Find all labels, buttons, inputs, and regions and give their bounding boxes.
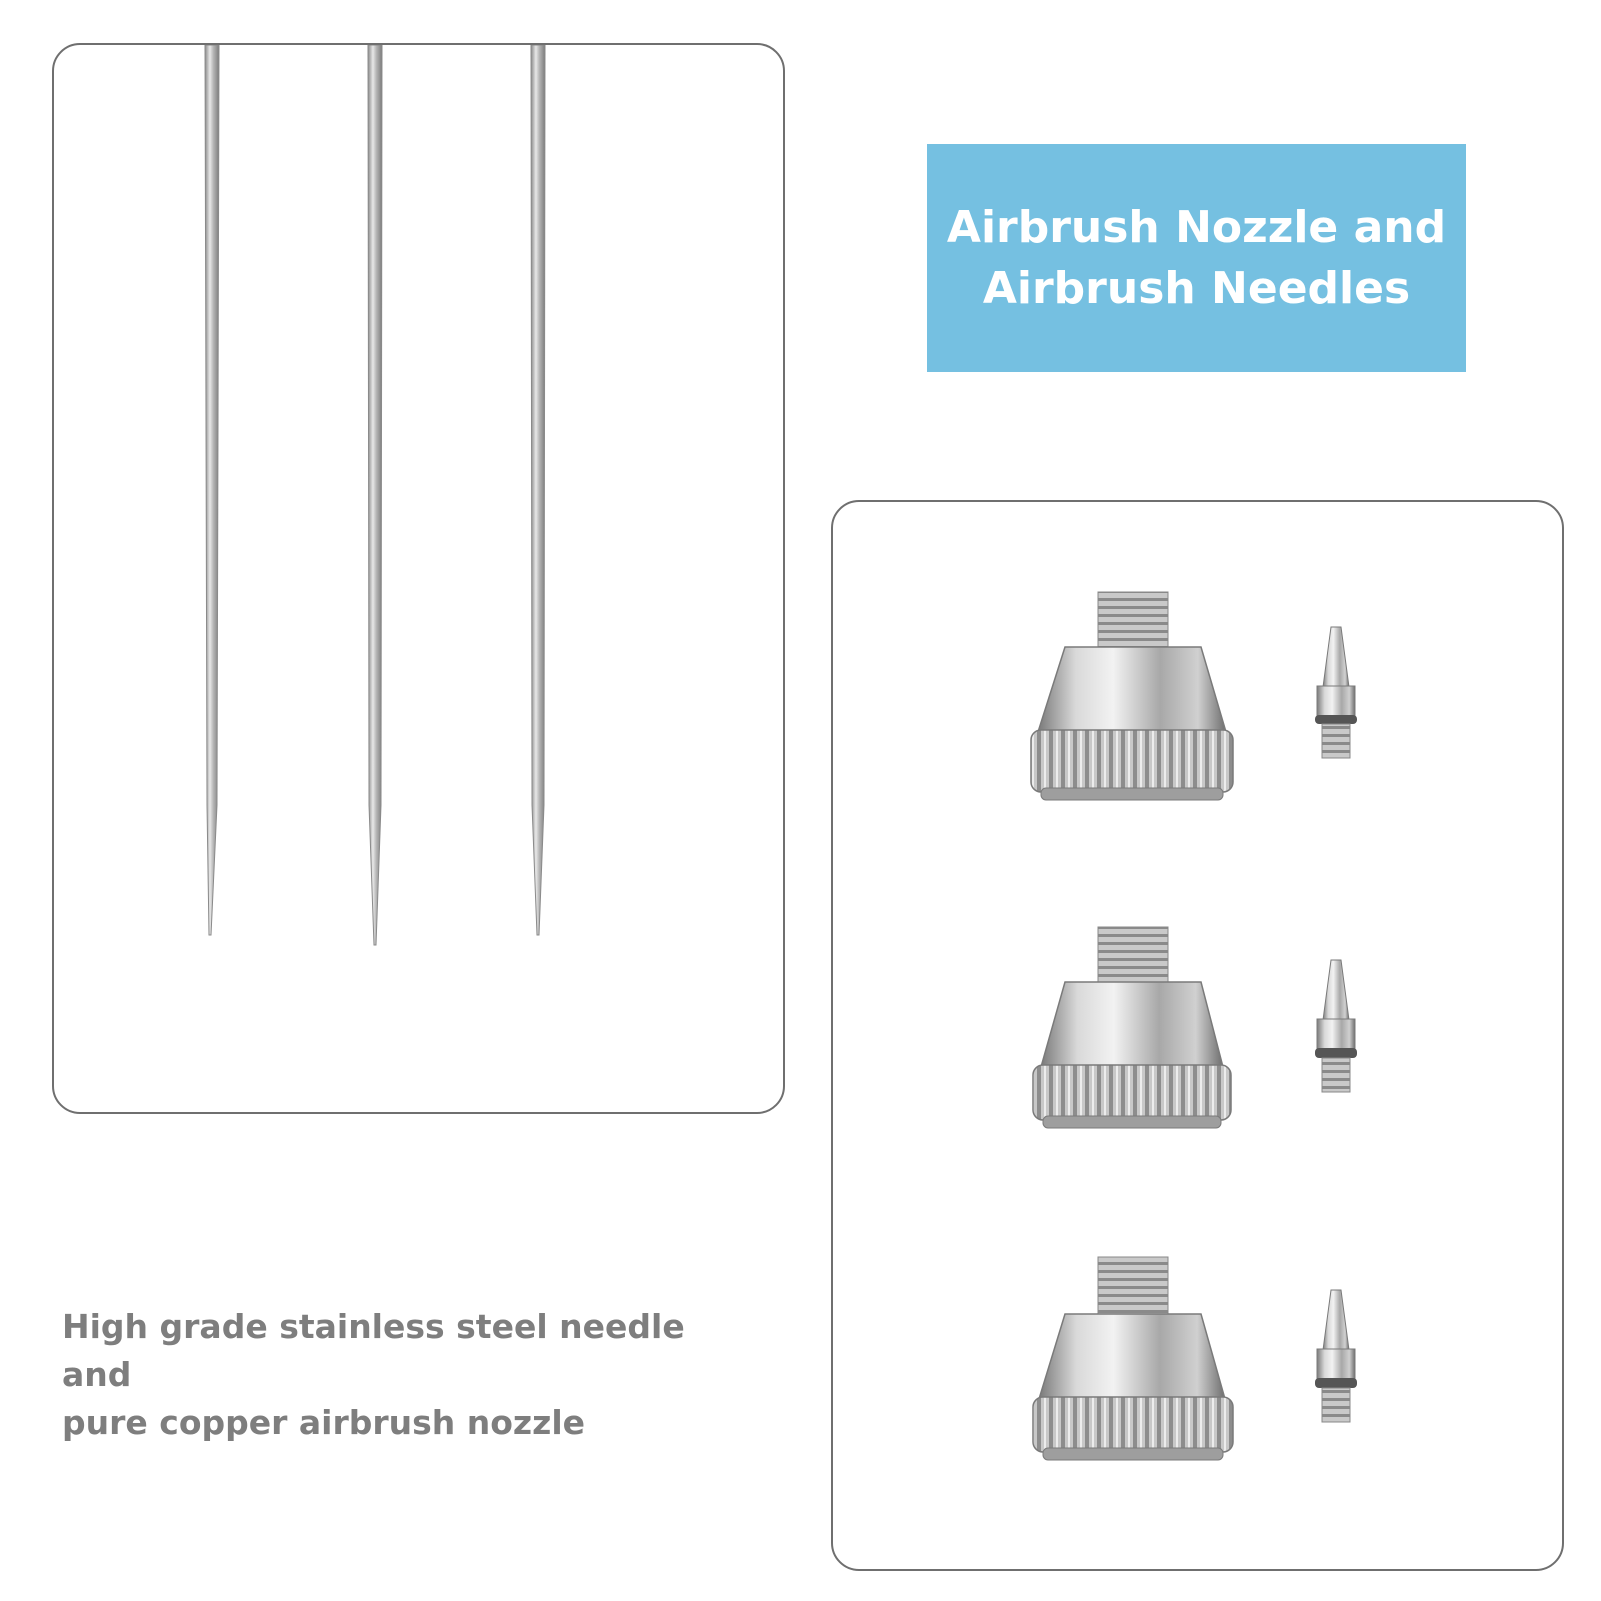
product-caption [62,1303,762,1447]
title-line-1: Airbrush Nozzle and [946,202,1447,253]
nozzles-panel [831,500,1564,1571]
airbrush-needle-icon [368,45,382,945]
nozzle-tip-icon [1315,1290,1357,1422]
airbrush-needle-icon [531,45,545,935]
caption-line-2: pure copper airbrush nozzle [62,1403,586,1442]
title-line-2: Airbrush Needles [982,263,1411,314]
needles-panel [52,43,785,1114]
nozzle-cap-icon [1031,592,1233,800]
title-banner [927,144,1466,372]
nozzle-tip-icon [1315,960,1357,1092]
needles-illustration [54,45,785,1114]
caption-line-1: High grade stainless steel needle and [62,1307,685,1394]
nozzle-tip-icon [1315,627,1357,758]
nozzles-illustration [833,502,1564,1571]
airbrush-needle-icon [205,45,219,935]
nozzle-cap-icon [1033,927,1231,1128]
page-title [947,197,1447,319]
nozzle-cap-icon [1033,1257,1233,1460]
